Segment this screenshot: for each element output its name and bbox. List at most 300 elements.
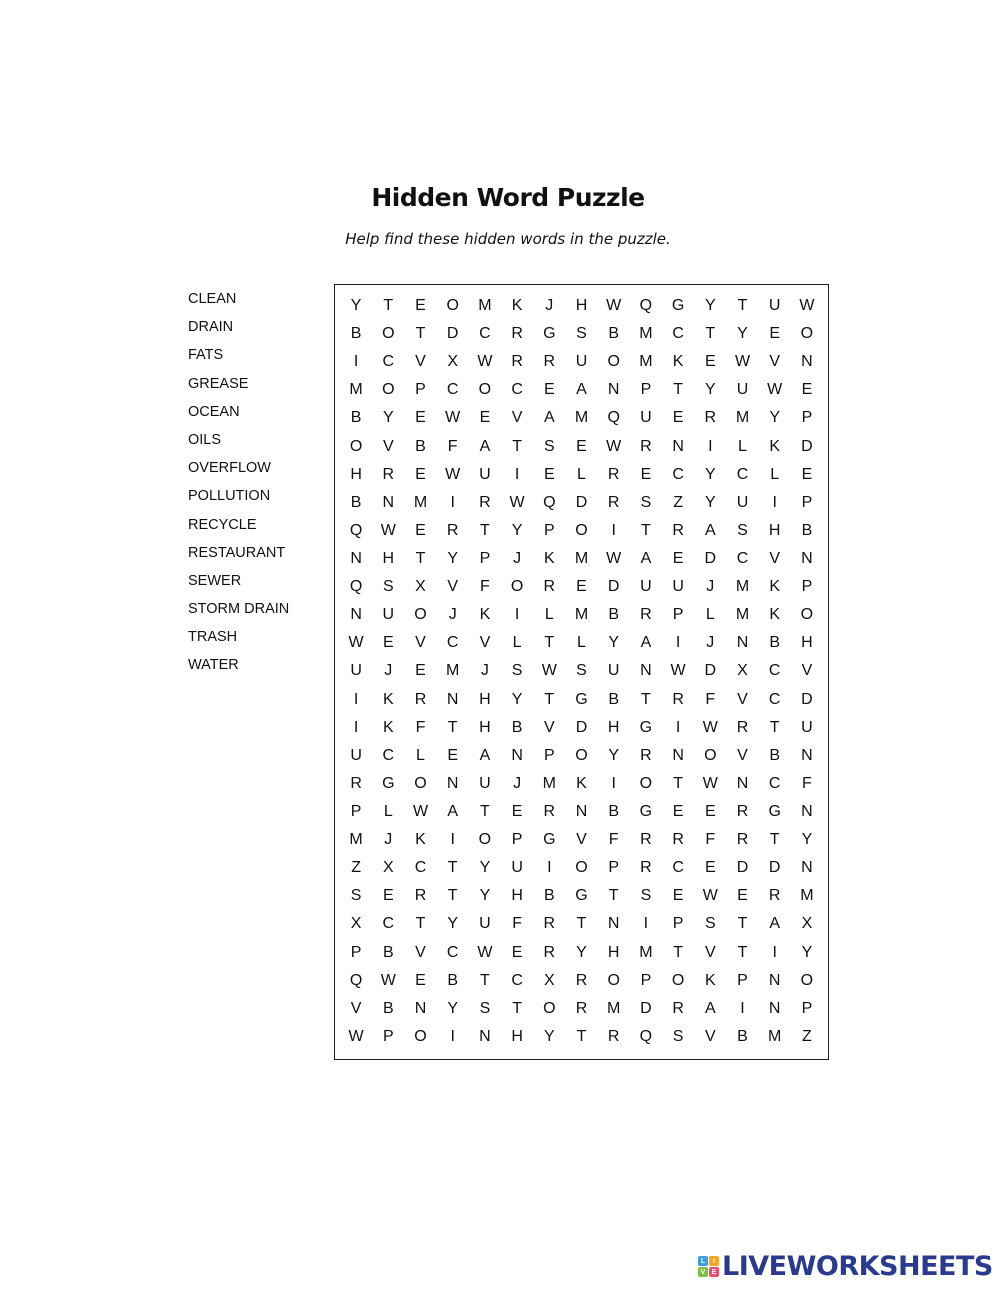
grid-cell[interactable]: U — [607, 662, 620, 680]
grid-cell[interactable]: K — [576, 774, 587, 792]
grid-cell[interactable]: W — [380, 521, 396, 539]
grid-cell[interactable]: N — [446, 774, 459, 792]
grid-cell[interactable]: U — [736, 493, 749, 511]
grid-cell[interactable]: T — [512, 999, 522, 1017]
grid-cell[interactable]: D — [575, 493, 588, 511]
grid-cell[interactable]: T — [673, 774, 683, 792]
grid-cell[interactable]: R — [640, 437, 652, 455]
grid-cell[interactable]: R — [479, 493, 491, 511]
grid-cell[interactable]: T — [673, 943, 683, 961]
grid-cell[interactable]: V — [737, 690, 748, 708]
grid-cell[interactable]: E — [479, 409, 491, 427]
grid-cell[interactable]: P — [640, 381, 652, 399]
grid-cell[interactable]: N — [479, 1027, 491, 1045]
grid-cell[interactable]: S — [350, 887, 362, 905]
grid-cell[interactable]: X — [801, 915, 813, 933]
grid-cell[interactable]: N — [350, 606, 362, 624]
grid-cell[interactable]: V — [704, 943, 716, 961]
grid-cell[interactable]: O — [607, 353, 620, 371]
grid-cell[interactable]: F — [512, 915, 522, 933]
grid-cell[interactable]: B — [608, 690, 620, 708]
liveworksheets-brand[interactable] — [698, 1251, 993, 1282]
grid-cell[interactable]: A — [447, 803, 459, 821]
grid-cell[interactable]: B — [543, 887, 555, 905]
grid-cell[interactable]: N — [801, 353, 813, 371]
grid-cell[interactable]: M — [349, 831, 363, 849]
grid-cell[interactable]: U — [479, 915, 491, 933]
grid-cell[interactable]: N — [768, 971, 781, 989]
grid-cell[interactable]: B — [350, 325, 362, 343]
grid-cell[interactable]: R — [543, 943, 556, 961]
grid-cell[interactable]: O — [607, 971, 620, 989]
grid-cell[interactable]: J — [480, 662, 489, 680]
grid-cell[interactable]: H — [607, 943, 620, 961]
grid-cell[interactable]: R — [511, 353, 523, 371]
grid-cell[interactable]: B — [350, 493, 362, 511]
grid-cell[interactable]: C — [382, 915, 395, 933]
grid-cell[interactable]: S — [737, 521, 748, 539]
grid-cell[interactable]: E — [543, 381, 555, 399]
grid-cell[interactable]: P — [801, 999, 813, 1017]
grid-cell[interactable]: C — [672, 859, 684, 877]
grid-cell[interactable]: L — [512, 634, 522, 652]
grid-cell[interactable]: P — [350, 803, 362, 821]
grid-cell[interactable]: M — [574, 409, 589, 427]
grid-cell[interactable]: M — [639, 353, 653, 371]
grid-cell[interactable]: T — [415, 550, 426, 568]
grid-cell[interactable]: O — [478, 831, 492, 849]
grid-cell[interactable]: U — [479, 465, 491, 483]
grid-cell[interactable]: U — [511, 859, 523, 877]
grid-cell[interactable]: B — [608, 325, 620, 343]
grid-cell[interactable]: J — [384, 662, 393, 680]
grid-cell[interactable]: U — [640, 578, 652, 596]
grid-cell[interactable]: K — [511, 297, 523, 315]
grid-cell[interactable]: P — [801, 409, 813, 427]
grid-cell[interactable]: O — [639, 774, 653, 792]
grid-cell[interactable]: E — [704, 803, 716, 821]
grid-cell[interactable]: R — [543, 578, 556, 596]
grid-cell[interactable]: W — [702, 887, 718, 905]
grid-cell[interactable]: V — [511, 409, 523, 427]
grid-cell[interactable]: G — [671, 297, 685, 315]
grid-cell[interactable]: K — [769, 437, 781, 455]
grid-cell[interactable]: P — [672, 606, 684, 624]
grid-cell[interactable]: U — [382, 606, 395, 624]
grid-cell[interactable]: U — [768, 297, 781, 315]
grid-cell[interactable]: I — [772, 493, 777, 511]
grid-cell[interactable]: J — [545, 297, 554, 315]
grid-cell[interactable]: W — [734, 353, 751, 371]
grid-cell[interactable]: U — [350, 662, 362, 680]
grid-cell[interactable]: R — [640, 831, 652, 849]
grid-cell[interactable]: G — [543, 831, 556, 849]
grid-cell[interactable]: K — [382, 718, 394, 736]
grid-cell[interactable]: M — [768, 1027, 782, 1045]
grid-cell[interactable]: C — [382, 353, 395, 371]
grid-cell[interactable]: P — [801, 578, 813, 596]
grid-cell[interactable]: W — [509, 493, 525, 511]
grid-cell[interactable]: T — [737, 915, 748, 933]
grid-cell[interactable]: M — [446, 662, 460, 680]
grid-cell[interactable]: M — [735, 578, 750, 596]
grid-cell[interactable]: V — [447, 578, 459, 596]
grid-cell[interactable]: Y — [704, 493, 716, 511]
grid-cell[interactable]: F — [480, 578, 490, 596]
grid-cell[interactable]: N — [511, 746, 523, 764]
grid-cell[interactable]: A — [640, 634, 652, 652]
grid-cell[interactable]: W — [477, 943, 493, 961]
grid-cell[interactable]: P — [737, 971, 748, 989]
grid-cell[interactable]: T — [383, 297, 394, 315]
grid-cell[interactable]: G — [768, 803, 781, 821]
grid-cell[interactable]: R — [350, 774, 362, 792]
grid-cell[interactable]: M — [574, 550, 589, 568]
grid-cell[interactable]: R — [543, 915, 556, 933]
grid-cell[interactable]: M — [413, 493, 428, 511]
grid-cell[interactable]: E — [576, 578, 587, 596]
grid-cell[interactable]: C — [446, 943, 459, 961]
grid-cell[interactable]: I — [708, 437, 713, 455]
grid-cell[interactable]: T — [544, 634, 555, 652]
grid-cell[interactable]: Y — [704, 297, 716, 315]
grid-cell[interactable]: R — [672, 521, 684, 539]
grid-cell[interactable]: R — [511, 325, 523, 343]
grid-cell[interactable]: E — [672, 803, 684, 821]
grid-cell[interactable]: S — [704, 915, 716, 933]
grid-cell[interactable]: I — [675, 634, 681, 652]
grid-cell[interactable]: T — [673, 381, 683, 399]
grid-cell[interactable]: T — [447, 859, 458, 877]
grid-cell[interactable]: E — [672, 887, 684, 905]
grid-cell[interactable]: Z — [673, 493, 683, 511]
grid-cell[interactable]: M — [639, 325, 653, 343]
grid-cell[interactable]: O — [575, 521, 588, 539]
grid-cell[interactable]: R — [607, 493, 620, 511]
grid-cell[interactable]: D — [801, 437, 813, 455]
grid-cell[interactable]: I — [353, 718, 359, 736]
grid-cell[interactable]: E — [511, 803, 523, 821]
grid-cell[interactable]: K — [704, 971, 716, 989]
grid-cell[interactable]: W — [348, 1027, 364, 1045]
grid-cell[interactable]: R — [414, 690, 427, 708]
grid-cell[interactable]: E — [672, 409, 684, 427]
grid-cell[interactable]: Y — [801, 943, 813, 961]
grid-cell[interactable]: B — [511, 718, 523, 736]
grid-cell[interactable]: L — [544, 606, 554, 624]
grid-cell[interactable]: L — [383, 803, 393, 821]
grid-cell[interactable]: W — [445, 409, 461, 427]
grid-cell[interactable]: W — [702, 718, 718, 736]
grid-cell[interactable]: A — [640, 550, 652, 568]
grid-cell[interactable]: V — [415, 634, 426, 652]
grid-cell[interactable]: W — [606, 297, 622, 315]
grid-cell[interactable]: Y — [608, 634, 620, 652]
grid-cell[interactable]: L — [577, 634, 586, 652]
grid-cell[interactable]: O — [382, 325, 395, 343]
grid-cell[interactable]: V — [801, 662, 813, 680]
grid-cell[interactable]: O — [704, 746, 717, 764]
grid-cell[interactable]: A — [543, 409, 555, 427]
grid-cell[interactable]: U — [736, 381, 749, 399]
grid-cell[interactable]: D — [640, 999, 652, 1017]
grid-cell[interactable]: R — [672, 831, 684, 849]
grid-cell[interactable]: C — [672, 465, 684, 483]
grid-cell[interactable]: O — [478, 381, 492, 399]
grid-cell[interactable]: N — [801, 859, 813, 877]
grid-cell[interactable]: Q — [349, 971, 363, 989]
grid-cell[interactable]: T — [576, 915, 587, 933]
grid-cell[interactable]: V — [543, 718, 555, 736]
grid-cell[interactable]: I — [643, 915, 649, 933]
grid-cell[interactable]: E — [640, 465, 652, 483]
grid-cell[interactable]: I — [740, 999, 745, 1017]
grid-cell[interactable]: N — [801, 550, 813, 568]
grid-cell[interactable]: E — [801, 381, 813, 399]
grid-cell[interactable]: M — [735, 606, 750, 624]
grid-cell[interactable]: E — [447, 746, 459, 764]
grid-cell[interactable]: N — [607, 381, 620, 399]
grid-cell[interactable]: C — [446, 381, 459, 399]
grid-cell[interactable]: S — [672, 1027, 684, 1045]
grid-cell[interactable]: O — [543, 999, 556, 1017]
grid-cell[interactable]: U — [640, 409, 652, 427]
grid-cell[interactable]: P — [382, 1027, 394, 1045]
grid-cell[interactable]: M — [639, 943, 653, 961]
grid-cell[interactable]: N — [736, 774, 749, 792]
grid-cell[interactable]: O — [414, 1027, 427, 1045]
grid-cell[interactable]: Y — [576, 943, 587, 961]
grid-cell[interactable]: H — [479, 690, 491, 708]
grid-cell[interactable]: L — [738, 437, 747, 455]
grid-cell[interactable]: Y — [801, 831, 813, 849]
grid-cell[interactable]: M — [542, 774, 556, 792]
grid-cell[interactable]: H — [479, 718, 491, 736]
grid-cell[interactable]: Q — [543, 493, 556, 511]
grid-cell[interactable]: E — [415, 971, 426, 989]
grid-cell[interactable]: G — [639, 803, 653, 821]
grid-cell[interactable]: T — [415, 325, 426, 343]
grid-cell[interactable]: N — [414, 999, 427, 1017]
grid-cell[interactable]: B — [415, 437, 426, 455]
grid-cell[interactable]: W — [767, 381, 783, 399]
grid-cell[interactable]: W — [541, 662, 557, 680]
grid-cell[interactable]: H — [575, 297, 588, 315]
grid-cell[interactable]: S — [479, 999, 491, 1017]
grid-cell[interactable]: R — [736, 831, 749, 849]
grid-cell[interactable]: R — [768, 887, 781, 905]
grid-cell[interactable]: S — [511, 662, 523, 680]
grid-cell[interactable]: B — [350, 409, 362, 427]
grid-cell[interactable]: T — [544, 690, 555, 708]
grid-cell[interactable]: N — [640, 662, 652, 680]
grid-cell[interactable]: R — [414, 887, 427, 905]
grid-cell[interactable]: W — [445, 465, 461, 483]
grid-cell[interactable]: A — [704, 999, 716, 1017]
grid-cell[interactable]: C — [768, 690, 781, 708]
grid-cell[interactable]: M — [478, 297, 492, 315]
grid-cell[interactable]: V — [769, 550, 781, 568]
grid-cell[interactable]: H — [511, 887, 523, 905]
grid-cell[interactable]: W — [702, 774, 718, 792]
grid-cell[interactable]: R — [575, 999, 588, 1017]
grid-cell[interactable]: L — [705, 606, 715, 624]
grid-cell[interactable]: Y — [511, 690, 523, 708]
grid-cell[interactable]: E — [801, 465, 813, 483]
grid-cell[interactable]: N — [672, 746, 684, 764]
grid-cell[interactable]: B — [801, 521, 813, 539]
grid-cell[interactable]: J — [706, 634, 715, 652]
grid-cell[interactable]: M — [800, 887, 814, 905]
grid-cell[interactable]: R — [672, 999, 684, 1017]
grid-cell[interactable]: I — [450, 1027, 455, 1045]
grid-cell[interactable]: W — [348, 634, 364, 652]
grid-cell[interactable]: X — [737, 662, 748, 680]
grid-cell[interactable]: E — [769, 325, 781, 343]
grid-cell[interactable]: M — [574, 606, 589, 624]
grid-cell[interactable]: X — [382, 859, 394, 877]
grid-cell[interactable]: Y — [704, 465, 716, 483]
grid-cell[interactable]: I — [547, 859, 552, 877]
grid-cell[interactable]: X — [447, 353, 459, 371]
grid-cell[interactable]: H — [801, 634, 813, 652]
grid-cell[interactable]: E — [415, 521, 426, 539]
grid-cell[interactable]: E — [415, 465, 426, 483]
grid-cell[interactable]: D — [704, 662, 717, 680]
grid-cell[interactable]: U — [801, 718, 813, 736]
grid-cell[interactable]: H — [768, 521, 781, 539]
grid-cell[interactable]: J — [448, 606, 457, 624]
grid-cell[interactable]: H — [350, 465, 362, 483]
grid-cell[interactable]: I — [611, 521, 616, 539]
grid-cell[interactable]: O — [671, 971, 685, 989]
grid-cell[interactable]: E — [576, 437, 587, 455]
grid-cell[interactable]: P — [415, 381, 426, 399]
grid-cell[interactable]: E — [415, 409, 426, 427]
grid-cell[interactable]: T — [641, 690, 651, 708]
grid-cell[interactable]: Q — [349, 521, 363, 539]
grid-cell[interactable]: C — [511, 381, 523, 399]
grid-cell[interactable]: T — [737, 943, 748, 961]
grid-cell[interactable]: E — [704, 353, 716, 371]
grid-cell[interactable]: B — [382, 999, 394, 1017]
grid-cell[interactable]: R — [382, 465, 395, 483]
grid-cell[interactable]: G — [575, 690, 588, 708]
grid-cell[interactable]: W — [380, 971, 396, 989]
grid-cell[interactable]: D — [704, 550, 717, 568]
grid-cell[interactable]: T — [769, 831, 780, 849]
grid-cell[interactable]: Y — [447, 550, 459, 568]
grid-cell[interactable]: I — [514, 606, 520, 624]
grid-cell[interactable]: B — [608, 803, 620, 821]
grid-cell[interactable]: B — [608, 606, 620, 624]
grid-cell[interactable]: Q — [607, 409, 620, 427]
grid-cell[interactable]: R — [640, 859, 652, 877]
grid-cell[interactable]: T — [480, 971, 490, 989]
grid-cell[interactable]: E — [672, 550, 684, 568]
grid-cell[interactable]: I — [450, 831, 455, 849]
grid-cell[interactable]: N — [768, 999, 781, 1017]
grid-cell[interactable]: E — [415, 297, 426, 315]
grid-cell[interactable]: K — [415, 831, 426, 849]
grid-cell[interactable]: C — [736, 465, 749, 483]
grid-cell[interactable]: J — [513, 774, 522, 792]
grid-cell[interactable]: O — [349, 437, 363, 455]
grid-cell[interactable]: T — [705, 325, 716, 343]
grid-cell[interactable]: D — [801, 690, 813, 708]
grid-cell[interactable]: Y — [737, 325, 748, 343]
grid-cell[interactable]: Y — [447, 915, 459, 933]
grid-cell[interactable]: R — [736, 803, 749, 821]
grid-cell[interactable]: Z — [802, 1027, 812, 1045]
grid-cell[interactable]: K — [479, 606, 491, 624]
grid-cell[interactable]: R — [704, 409, 717, 427]
grid-cell[interactable]: J — [706, 578, 715, 596]
grid-cell[interactable]: N — [382, 493, 395, 511]
grid-cell[interactable]: Y — [350, 297, 362, 315]
grid-cell[interactable]: N — [575, 803, 588, 821]
grid-cell[interactable]: S — [543, 437, 555, 455]
grid-cell[interactable]: G — [382, 774, 395, 792]
grid-cell[interactable]: X — [350, 915, 362, 933]
grid-cell[interactable]: J — [384, 831, 393, 849]
grid-cell[interactable]: V — [415, 943, 426, 961]
grid-cell[interactable]: P — [511, 831, 523, 849]
grid-cell[interactable]: R — [736, 718, 749, 736]
grid-cell[interactable]: V — [769, 353, 781, 371]
grid-cell[interactable]: D — [575, 718, 588, 736]
grid-cell[interactable]: O — [510, 578, 524, 596]
grid-cell[interactable]: Q — [639, 297, 653, 315]
grid-cell[interactable]: H — [607, 718, 620, 736]
grid-cell[interactable]: L — [770, 465, 780, 483]
grid-cell[interactable]: H — [382, 550, 395, 568]
grid-cell[interactable]: W — [606, 550, 622, 568]
grid-cell[interactable]: U — [575, 353, 588, 371]
grid-cell[interactable]: F — [447, 437, 458, 455]
grid-cell[interactable]: R — [543, 803, 556, 821]
grid-cell[interactable]: B — [382, 943, 394, 961]
grid-cell[interactable]: F — [415, 718, 426, 736]
grid-cell[interactable]: Q — [349, 578, 363, 596]
grid-cell[interactable]: N — [736, 634, 749, 652]
grid-cell[interactable]: W — [477, 353, 493, 371]
grid-cell[interactable]: C — [511, 971, 523, 989]
grid-cell[interactable]: G — [543, 325, 556, 343]
grid-cell[interactable]: V — [479, 634, 491, 652]
grid-cell[interactable]: I — [353, 353, 359, 371]
grid-cell[interactable]: C — [414, 859, 427, 877]
grid-cell[interactable]: C — [382, 746, 395, 764]
grid-cell[interactable]: G — [575, 887, 588, 905]
grid-cell[interactable]: S — [640, 493, 652, 511]
grid-cell[interactable]: P — [350, 943, 362, 961]
grid-cell[interactable]: N — [801, 803, 813, 821]
grid-cell[interactable]: D — [446, 325, 459, 343]
grid-cell[interactable]: O — [446, 297, 459, 315]
grid-cell[interactable]: A — [479, 746, 491, 764]
grid-cell[interactable]: O — [800, 971, 814, 989]
grid-cell[interactable]: W — [412, 803, 429, 821]
grid-cell[interactable]: A — [576, 381, 587, 399]
grid-cell[interactable]: F — [705, 831, 716, 849]
grid-cell[interactable]: C — [446, 634, 459, 652]
grid-cell[interactable]: U — [479, 774, 491, 792]
grid-cell[interactable]: S — [576, 325, 587, 343]
grid-cell[interactable]: T — [769, 718, 780, 736]
grid-cell[interactable]: X — [543, 971, 555, 989]
grid-cell[interactable]: T — [415, 915, 426, 933]
